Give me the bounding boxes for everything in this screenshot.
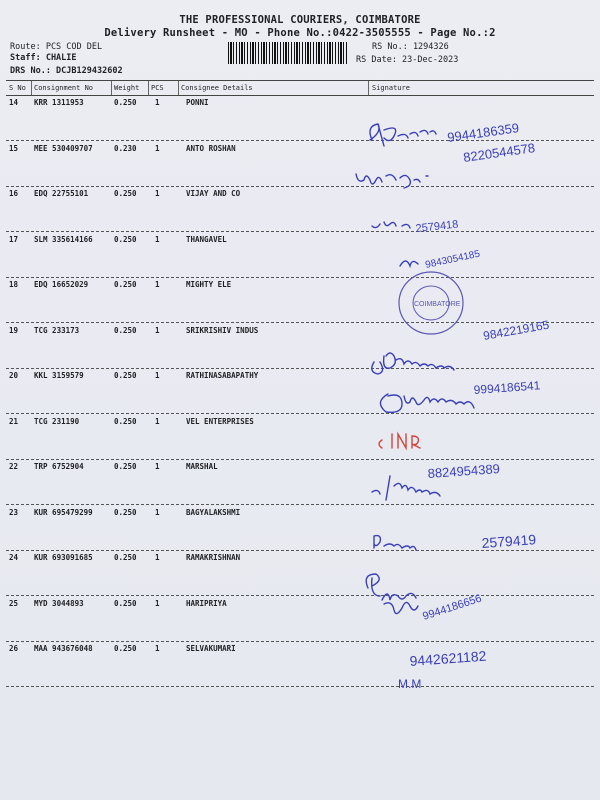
col-divider: [31, 81, 32, 95]
handwritten-number: 2579419: [481, 531, 537, 551]
cell-pcs: 1: [155, 507, 160, 517]
table-row: [6, 597, 594, 642]
cell-weight: 0.250: [114, 644, 137, 653]
table-top-rule: [6, 80, 594, 81]
cell-consignment: EDQ 16652029: [34, 280, 89, 289]
table-row: [6, 142, 594, 187]
cell-consignment: TCG 233173: [34, 325, 80, 335]
col-divider: [178, 81, 179, 95]
cell-pcs: 1: [155, 98, 160, 107]
cell-consignment: TCG 231190: [34, 416, 80, 426]
cell-consignment: EDQ 22755101: [34, 189, 89, 198]
table-row: [6, 642, 594, 687]
cell-weight: 0.250: [114, 507, 137, 517]
handwritten-phone: 9944186359: [446, 120, 521, 145]
cell-weight: 0.250: [114, 234, 137, 244]
handwritten-phone: 8824954389: [427, 460, 501, 481]
col-divider: [148, 81, 149, 95]
rs-date: RS Date: 23-Dec-2023: [356, 55, 459, 65]
drs-label: DRS No.: DCJB129432602: [10, 66, 123, 76]
cell-sno: 18: [9, 280, 19, 289]
cell-sno: 16: [9, 189, 19, 198]
cell-weight: 0.250: [114, 371, 137, 380]
cell-consignment: KKL 3159579: [34, 371, 84, 380]
cell-consignee: MIGHTY ELE: [186, 280, 232, 289]
cell-sno: 25: [9, 598, 19, 608]
cell-consignment: KUR 693091685: [34, 553, 93, 562]
col-sno: S No: [9, 84, 26, 92]
cell-pcs: 1: [155, 553, 160, 562]
cell-pcs: 1: [155, 416, 160, 426]
cell-weight: 0.250: [114, 462, 137, 471]
cell-pcs: 1: [155, 280, 160, 289]
cell-pcs: 1: [155, 371, 160, 380]
cell-consignee: SELVAKUMARI: [186, 644, 236, 653]
handwritten-phone: 9994186541: [473, 378, 541, 397]
table-row: [6, 278, 594, 323]
route-label: Route: PCS COD DEL: [10, 42, 103, 52]
cell-consignee: ANTO ROSHAN: [186, 143, 236, 153]
table-row: [6, 415, 594, 460]
cell-weight: 0.250: [114, 98, 137, 107]
cell-weight: 0.250: [114, 280, 137, 289]
cell-consignee: THANGAVEL: [186, 234, 227, 244]
cell-weight: 0.230: [114, 143, 137, 153]
handwritten-number: 2579418: [415, 218, 459, 235]
cell-consignment: MYD 3044893: [34, 598, 84, 608]
col-signature: Signature: [372, 84, 410, 92]
barcode: [228, 42, 348, 64]
cell-consignee: BAGYALAKSHMI: [186, 507, 241, 517]
cell-consignment: MAA 943676048: [34, 644, 93, 653]
table-row: [6, 551, 594, 596]
cell-pcs: 1: [155, 234, 160, 244]
cell-consignee: VEL ENTERPRISES: [186, 416, 254, 426]
table-row: [6, 369, 594, 414]
cell-sno: 15: [9, 143, 19, 153]
cell-consignee: HARIPRIYA: [186, 598, 227, 608]
handwritten-phone: 9944186656: [421, 592, 484, 623]
cell-sno: 26: [9, 644, 19, 653]
cell-consignee: VIJAY AND CO: [186, 189, 241, 198]
col-divider: [368, 81, 369, 95]
cell-pcs: 1: [155, 598, 160, 608]
col-pcs: PCS: [151, 84, 164, 92]
cell-consignment: KRR 1311953: [34, 98, 84, 107]
cell-weight: 0.250: [114, 416, 137, 426]
company-title: THE PROFESSIONAL COURIERS, COIMBATORE: [179, 14, 421, 26]
cell-sno: 20: [9, 371, 19, 380]
cell-pcs: 1: [155, 143, 160, 153]
cell-consignee: PONNI: [186, 98, 209, 107]
cell-consignee: MARSHAL: [186, 462, 218, 471]
rs-number: RS No.: 1294326: [372, 42, 449, 52]
cell-weight: 0.250: [114, 189, 137, 198]
stamp-city: COIMBATORE: [414, 301, 461, 308]
cell-pcs: 1: [155, 644, 160, 653]
cell-pcs: 1: [155, 189, 160, 198]
cell-consignee: SRIKRISHIV INDUS: [186, 325, 259, 335]
cell-pcs: 1: [155, 325, 160, 335]
table-row: [6, 187, 594, 232]
handwritten-phone: 9842219165: [482, 317, 551, 343]
table-row: [6, 233, 594, 278]
col-weight: Weight: [114, 84, 140, 92]
table-row: [6, 506, 594, 551]
cell-consignee: RATHINASABAPATHY: [186, 371, 259, 380]
cell-sno: 22: [9, 462, 19, 471]
cell-sno: 24: [9, 553, 19, 562]
col-divider: [111, 81, 112, 95]
runsheet-subtitle: Delivery Runsheet - MO - Phone No.:0422-3505555 - Page No.:2: [104, 27, 496, 39]
staff-label: Staff: CHALIE: [10, 53, 77, 63]
cell-consignment: SLM 335614166: [34, 234, 93, 244]
cell-weight: 0.250: [114, 325, 137, 335]
cell-sno: 21: [9, 416, 19, 426]
cell-consignee: RAMAKRISHNAN: [186, 553, 241, 562]
handwritten-phone: 8220544578: [462, 140, 537, 165]
handwritten-phone: 9843054185: [424, 248, 482, 271]
cell-consignment: TRP 6752904: [34, 462, 84, 471]
handwritten-initials: M.M: [398, 677, 422, 691]
cell-sno: 23: [9, 507, 19, 517]
cell-sno: 19: [9, 325, 19, 335]
handwritten-phone: 9442621182: [409, 647, 487, 669]
cell-weight: 0.250: [114, 553, 137, 562]
col-consignment: Consignment No: [34, 84, 94, 92]
cell-consignment: MEE 530409707: [34, 143, 93, 153]
row-separator: [6, 686, 594, 687]
cell-sno: 17: [9, 234, 19, 244]
col-consignee: Consignee Details: [181, 84, 253, 92]
table-row: [6, 96, 594, 141]
cell-pcs: 1: [155, 462, 160, 471]
table-row: [6, 324, 594, 369]
cell-consignment: KUR 695479299: [34, 507, 93, 517]
table-row: [6, 460, 594, 505]
cell-weight: 0.250: [114, 598, 137, 608]
cell-sno: 14: [9, 98, 19, 107]
